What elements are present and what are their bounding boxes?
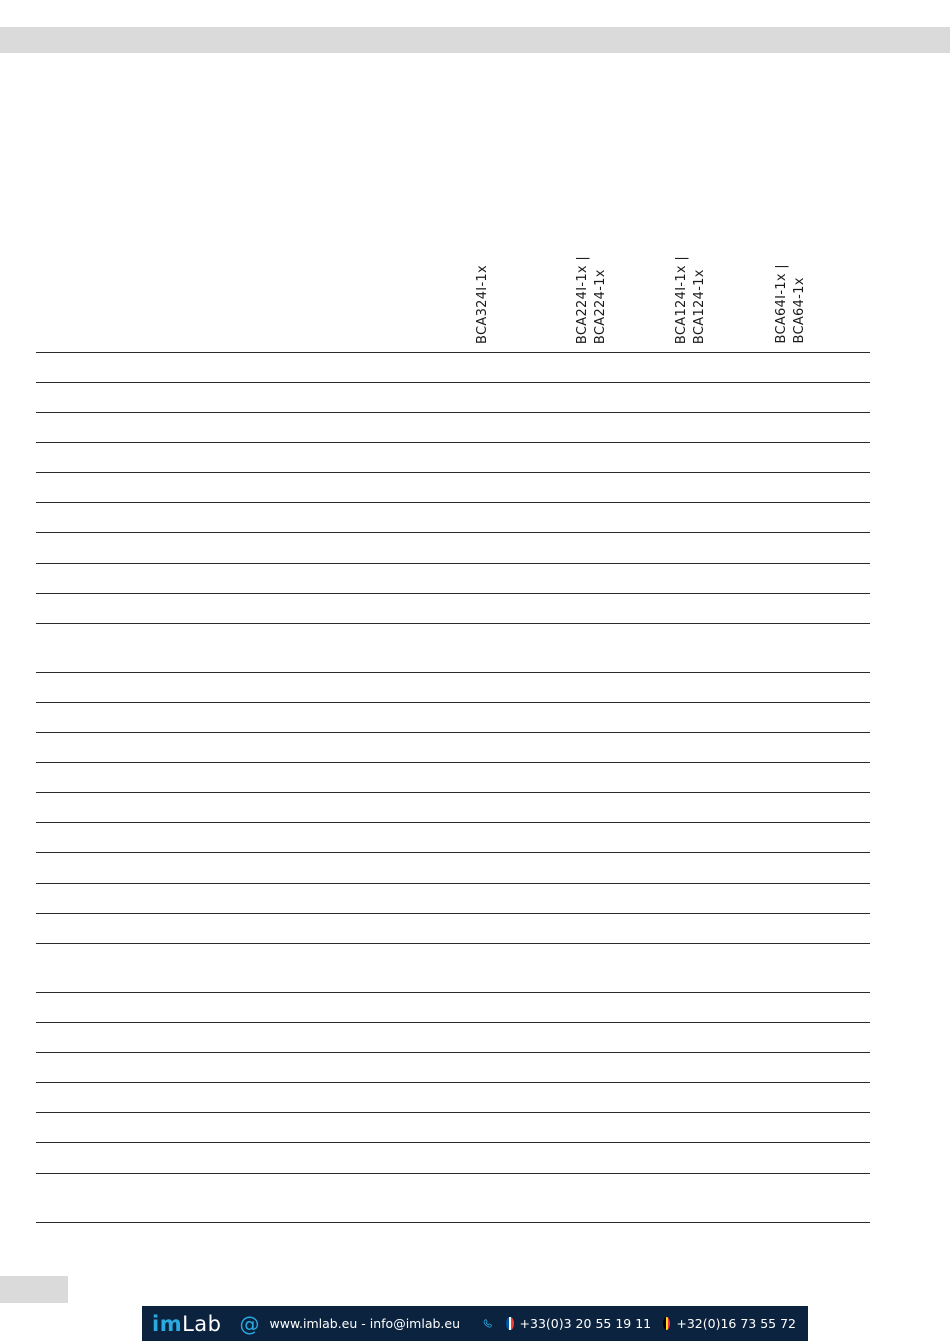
phone-france[interactable]: +33(0)3 20 55 19 11 (519, 1316, 652, 1331)
flag-france-icon (506, 1317, 513, 1330)
table-row-rule (36, 623, 870, 624)
table-row-rule (36, 822, 870, 823)
column-header-line: BCA124-1x (692, 269, 707, 344)
table-row-rule (36, 1142, 870, 1143)
logo-lab: Lab (182, 1311, 222, 1336)
column-header-bca324i (463, 240, 503, 344)
table-row-rule (36, 382, 870, 383)
table-row-rule (36, 883, 870, 884)
phone-icon (482, 1313, 494, 1335)
page-number-tab (0, 1276, 68, 1303)
table-row-rule (36, 1022, 870, 1023)
web-email-text[interactable]: www.imlab.eu - info@imlab.eu (269, 1316, 461, 1331)
column-header-line: BCA224I-1x | (575, 255, 590, 344)
table-row-rule (36, 593, 870, 594)
table-row-rule (36, 412, 870, 413)
table-row-rule (36, 792, 870, 793)
header-band (0, 27, 950, 53)
phone-belgium[interactable]: +32(0)16 73 55 72 (676, 1316, 796, 1331)
column-header-bca64 (771, 240, 811, 344)
table-row-rule (36, 1112, 870, 1113)
table-row-rule (36, 1052, 870, 1053)
table-row-rule (36, 992, 870, 993)
table-row-rule (36, 563, 870, 564)
imlab-logo (152, 1312, 222, 1336)
column-header-line: BCA64-1x (792, 277, 807, 344)
column-header-line: BCA124I-1x | (674, 255, 689, 344)
column-header-bca124 (671, 240, 711, 344)
table-row-rule (36, 672, 870, 673)
table-row-rule (36, 702, 870, 703)
table-row-rule (36, 852, 870, 853)
column-header-line: BCA324I-1x (475, 265, 490, 344)
table-row-rule (36, 1082, 870, 1083)
table-row-rule (36, 472, 870, 473)
column-header-line: BCA224-1x (593, 269, 608, 344)
table-row-rule (36, 943, 870, 944)
table-row-rule (36, 913, 870, 914)
table-row-rule (36, 1222, 870, 1223)
column-header-line: BCA64I-1x | (774, 264, 789, 344)
table-row-rule (36, 532, 870, 533)
logo-im: im (152, 1311, 183, 1336)
table-row-rule (36, 502, 870, 503)
footer-banner (142, 1306, 808, 1341)
table-row-rule (36, 442, 870, 443)
at-icon: @ (239, 1311, 260, 1336)
table-row-rule (36, 762, 870, 763)
table-row-rule (36, 352, 870, 353)
table-row-rule (36, 1173, 870, 1174)
column-header-bca224 (572, 240, 612, 344)
table-row-rule (36, 732, 870, 733)
flag-belgium-icon (663, 1317, 670, 1330)
